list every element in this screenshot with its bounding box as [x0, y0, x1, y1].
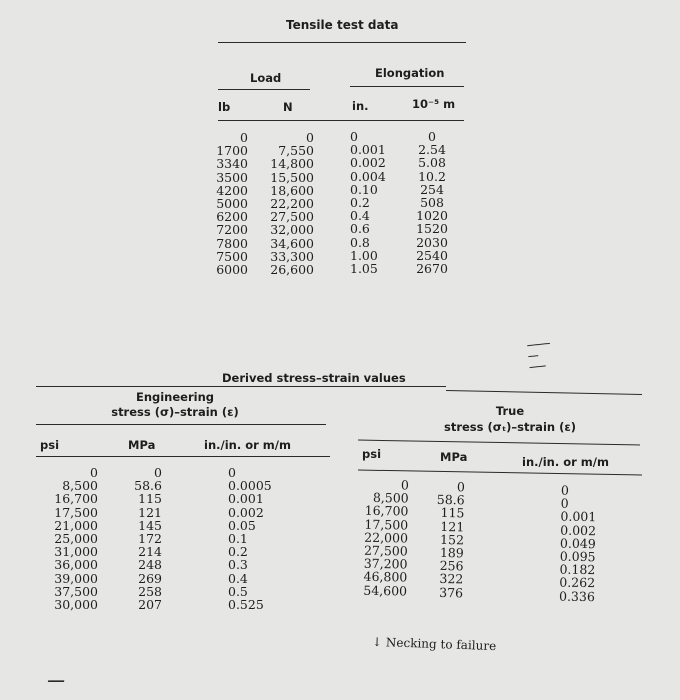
table-cell: 3340	[216, 156, 248, 172]
table-cell: 8,500	[372, 490, 409, 506]
table-cell: 34,600	[270, 235, 314, 251]
table-cell: 1.05	[350, 261, 378, 277]
table-cell: 22,000	[364, 529, 409, 546]
table-cell: 14,800	[270, 156, 314, 172]
table-cell: 15,500	[270, 169, 314, 185]
col-in	[350, 130, 400, 275]
footnote-necking: ↓ Necking to failure	[371, 634, 497, 654]
table-cell: 0.525	[228, 597, 264, 613]
table-cell: 0.336	[558, 588, 596, 604]
table-cell: 376	[439, 584, 464, 600]
table-cell: 16,700	[54, 491, 98, 507]
table-cell: 0.3	[228, 557, 248, 573]
table-cell: 1020	[416, 208, 448, 224]
load-rule	[218, 89, 310, 90]
col-eng-psi	[40, 466, 98, 611]
derived-rule-right	[446, 390, 642, 395]
tensile-top-rule	[218, 42, 466, 43]
table-cell: 115	[138, 491, 162, 507]
unit-n: N	[283, 100, 293, 114]
table-cell: 21,000	[54, 517, 98, 533]
table-cell: 32,000	[270, 222, 314, 238]
table-cell: 121	[440, 518, 465, 534]
handwritten-note: ـــــــ ـــ ـــــ	[526, 333, 551, 372]
handwritten-page-note: ـــ	[48, 666, 64, 687]
table-cell: 2030	[416, 234, 448, 250]
table-cell: 10.2	[418, 168, 446, 184]
table-cell: 248	[138, 557, 162, 573]
table-cell: 1700	[216, 143, 248, 159]
table-cell: 18,600	[270, 182, 314, 198]
table-cell: 0.05	[228, 517, 256, 533]
unit-in: in.	[352, 99, 369, 113]
table-cell: 30,000	[54, 597, 98, 613]
table-cell: 0	[560, 482, 570, 498]
eng-unit-psi: psi	[40, 438, 60, 452]
table-cell: 58.6	[436, 492, 465, 508]
table-cell: 6000	[216, 262, 248, 278]
true-header-line1: True	[495, 404, 525, 418]
table-cell: 2540	[416, 247, 448, 263]
table-cell: 0	[228, 465, 236, 480]
unit-m: 10⁻⁵ m	[412, 97, 456, 111]
table-cell: 33,300	[270, 248, 314, 264]
table-cell: 0	[154, 465, 162, 480]
table-cell: 2.54	[418, 142, 446, 158]
table-cell: 145	[138, 517, 162, 533]
table-cell: 189	[439, 544, 464, 561]
table-cell: 0.0005	[228, 478, 272, 494]
table-cell: 17,500	[364, 516, 409, 533]
eng-header-line1: Engineering	[135, 390, 215, 404]
table-cell: 7500	[216, 248, 248, 264]
table-cell: 508	[420, 195, 444, 211]
table-cell: 121	[138, 504, 162, 520]
col-true-strain	[559, 484, 609, 604]
table-cell: 0	[350, 129, 358, 144]
table-cell: 16,700	[364, 503, 409, 519]
table-cell: 37,200	[363, 555, 408, 572]
col-n	[262, 131, 314, 276]
table-cell: 25,000	[54, 531, 98, 547]
table-cell: 31,000	[54, 544, 98, 560]
col-eng-mpa	[126, 466, 162, 611]
table-cell: 6200	[216, 209, 248, 225]
table-cell: 0	[90, 465, 98, 480]
col-lb	[210, 131, 248, 276]
table-cell: 0.1	[228, 531, 248, 547]
eng-unit-strain: in./in. or m/m	[204, 438, 291, 452]
table-cell: 0.001	[350, 142, 386, 158]
table-cell: 256	[439, 558, 464, 574]
table-cell: 0.095	[559, 548, 596, 565]
derived-title: Derived stress–strain values	[222, 371, 406, 385]
table-cell: 2670	[416, 261, 448, 277]
eng-header-line2: stress (σ)–strain (ε)	[111, 405, 239, 419]
table-cell: 26,600	[270, 262, 314, 278]
table-cell: 0.002	[350, 155, 386, 171]
table-cell: 0.5	[228, 583, 248, 599]
table-cell: 7800	[216, 235, 248, 251]
tensile-title: Tensile test data	[286, 18, 399, 32]
table-cell: 22,200	[270, 196, 314, 212]
table-cell: 46,800	[363, 569, 408, 585]
table-cell: 0	[400, 477, 410, 493]
table-cell: 322	[439, 571, 464, 587]
eng-unit-mpa: MPa	[128, 438, 156, 452]
table-cell: 0.262	[559, 574, 596, 591]
table-cell: 0.002	[228, 504, 264, 520]
table-cell: 0	[428, 129, 436, 144]
table-cell: 207	[138, 597, 162, 613]
true-units-rule	[358, 470, 642, 476]
true-header-line2: stress (σₜ)–strain (ε)	[443, 420, 576, 434]
table-cell: 0.001	[560, 508, 597, 525]
table-cell: 0	[306, 130, 314, 145]
table-cell: 27,500	[363, 542, 408, 559]
table-cell: 3500	[216, 169, 248, 185]
table-cell: 0	[560, 495, 569, 511]
true-unit-psi: psi	[362, 447, 382, 461]
table-cell: 152	[440, 531, 465, 548]
derived-rule-left	[36, 386, 446, 387]
table-cell: 115	[440, 505, 465, 521]
table-cell: 37,500	[54, 583, 98, 599]
table-cell: 0.049	[559, 535, 596, 552]
load-header: Load	[250, 71, 282, 85]
unit-lb: lb	[218, 100, 231, 114]
table-cell: 1520	[416, 221, 448, 237]
elongation-rule	[350, 86, 464, 87]
table-cell: 0.8	[350, 234, 370, 250]
table-cell: 0.002	[560, 522, 597, 538]
table-cell: 5000	[216, 196, 248, 212]
table-cell: 7200	[216, 222, 248, 238]
table-cell: 0	[240, 130, 248, 145]
table-cell: 1.00	[350, 247, 378, 263]
table-cell: 0.4	[228, 570, 248, 586]
table-cell: 8,500	[62, 478, 98, 494]
table-cell: 214	[138, 544, 162, 560]
table-cell: 7,550	[278, 143, 314, 159]
table-cell: 0.4	[350, 208, 370, 224]
table-cell: 269	[138, 570, 162, 586]
table-cell: 0.10	[350, 181, 378, 197]
col-true-psi	[351, 478, 409, 598]
table-cell: 0.001	[228, 491, 264, 507]
table-cell: 54,600	[363, 582, 408, 599]
eng-header-rule	[36, 424, 326, 425]
table-cell: 58.6	[134, 478, 162, 494]
col-eng-strain	[228, 466, 288, 611]
table-cell: 258	[138, 583, 162, 599]
table-cell: 39,000	[54, 570, 98, 586]
table-cell: 4200	[216, 182, 248, 198]
table-cell: 27,500	[270, 209, 314, 225]
col-m	[408, 130, 456, 275]
table-cell: 0	[456, 479, 466, 495]
true-unit-strain: in./in. or m/m	[522, 455, 609, 469]
table-cell: 172	[138, 531, 162, 547]
table-cell: 0.182	[559, 561, 596, 578]
table-cell: 17,500	[54, 504, 98, 520]
table-cell: 0.2	[350, 195, 370, 211]
units-rule	[218, 120, 464, 121]
true-header-rule	[358, 440, 640, 446]
table-cell: 0.6	[350, 221, 370, 237]
true-unit-mpa: MPa	[440, 450, 468, 464]
table-cell: 0.2	[228, 544, 248, 560]
col-true-mpa	[423, 480, 465, 600]
table-cell: 36,000	[54, 557, 98, 573]
elongation-header: Elongation	[375, 66, 445, 80]
table-cell: 0.004	[350, 168, 386, 184]
table-cell: 254	[420, 181, 444, 197]
table-cell: 5.08	[418, 155, 446, 171]
eng-units-rule	[36, 456, 330, 457]
